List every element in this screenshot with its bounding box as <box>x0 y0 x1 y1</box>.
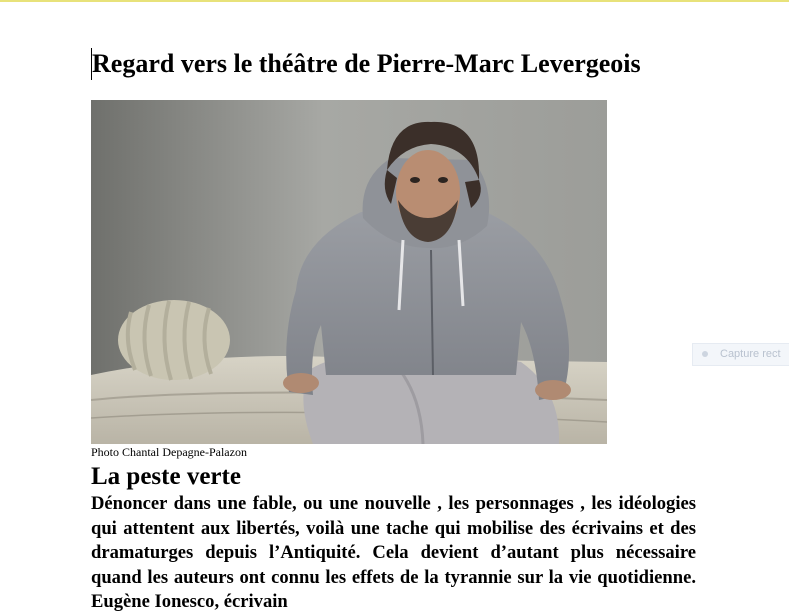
capture-rect-tooltip[interactable] <box>692 343 789 366</box>
section-heading: La peste verte <box>91 463 241 490</box>
article-photo <box>91 100 607 444</box>
photo-caption: Photo Chantal Depagne-Palazon <box>91 445 247 459</box>
body-paragraph: Dénoncer dans une fable, ou une nouvelle , les personnages , les idéologies qui attentent aux libertés, voilà une tache qui mobilise des écrivains et des dramaturges depuis l’Antiquité. Cela devient d’autant plus nécessaire quand les auteurs ont connu les effets de la tyrannie sur la vie quotidienne. Eugène Ionesco, écrivain <box>91 493 696 613</box>
article-title: Regard vers le théâtre de Pierre-Marc Levergeois <box>92 49 641 78</box>
capture-dot-icon <box>702 351 708 357</box>
capture-label: Capture rect <box>720 348 781 360</box>
